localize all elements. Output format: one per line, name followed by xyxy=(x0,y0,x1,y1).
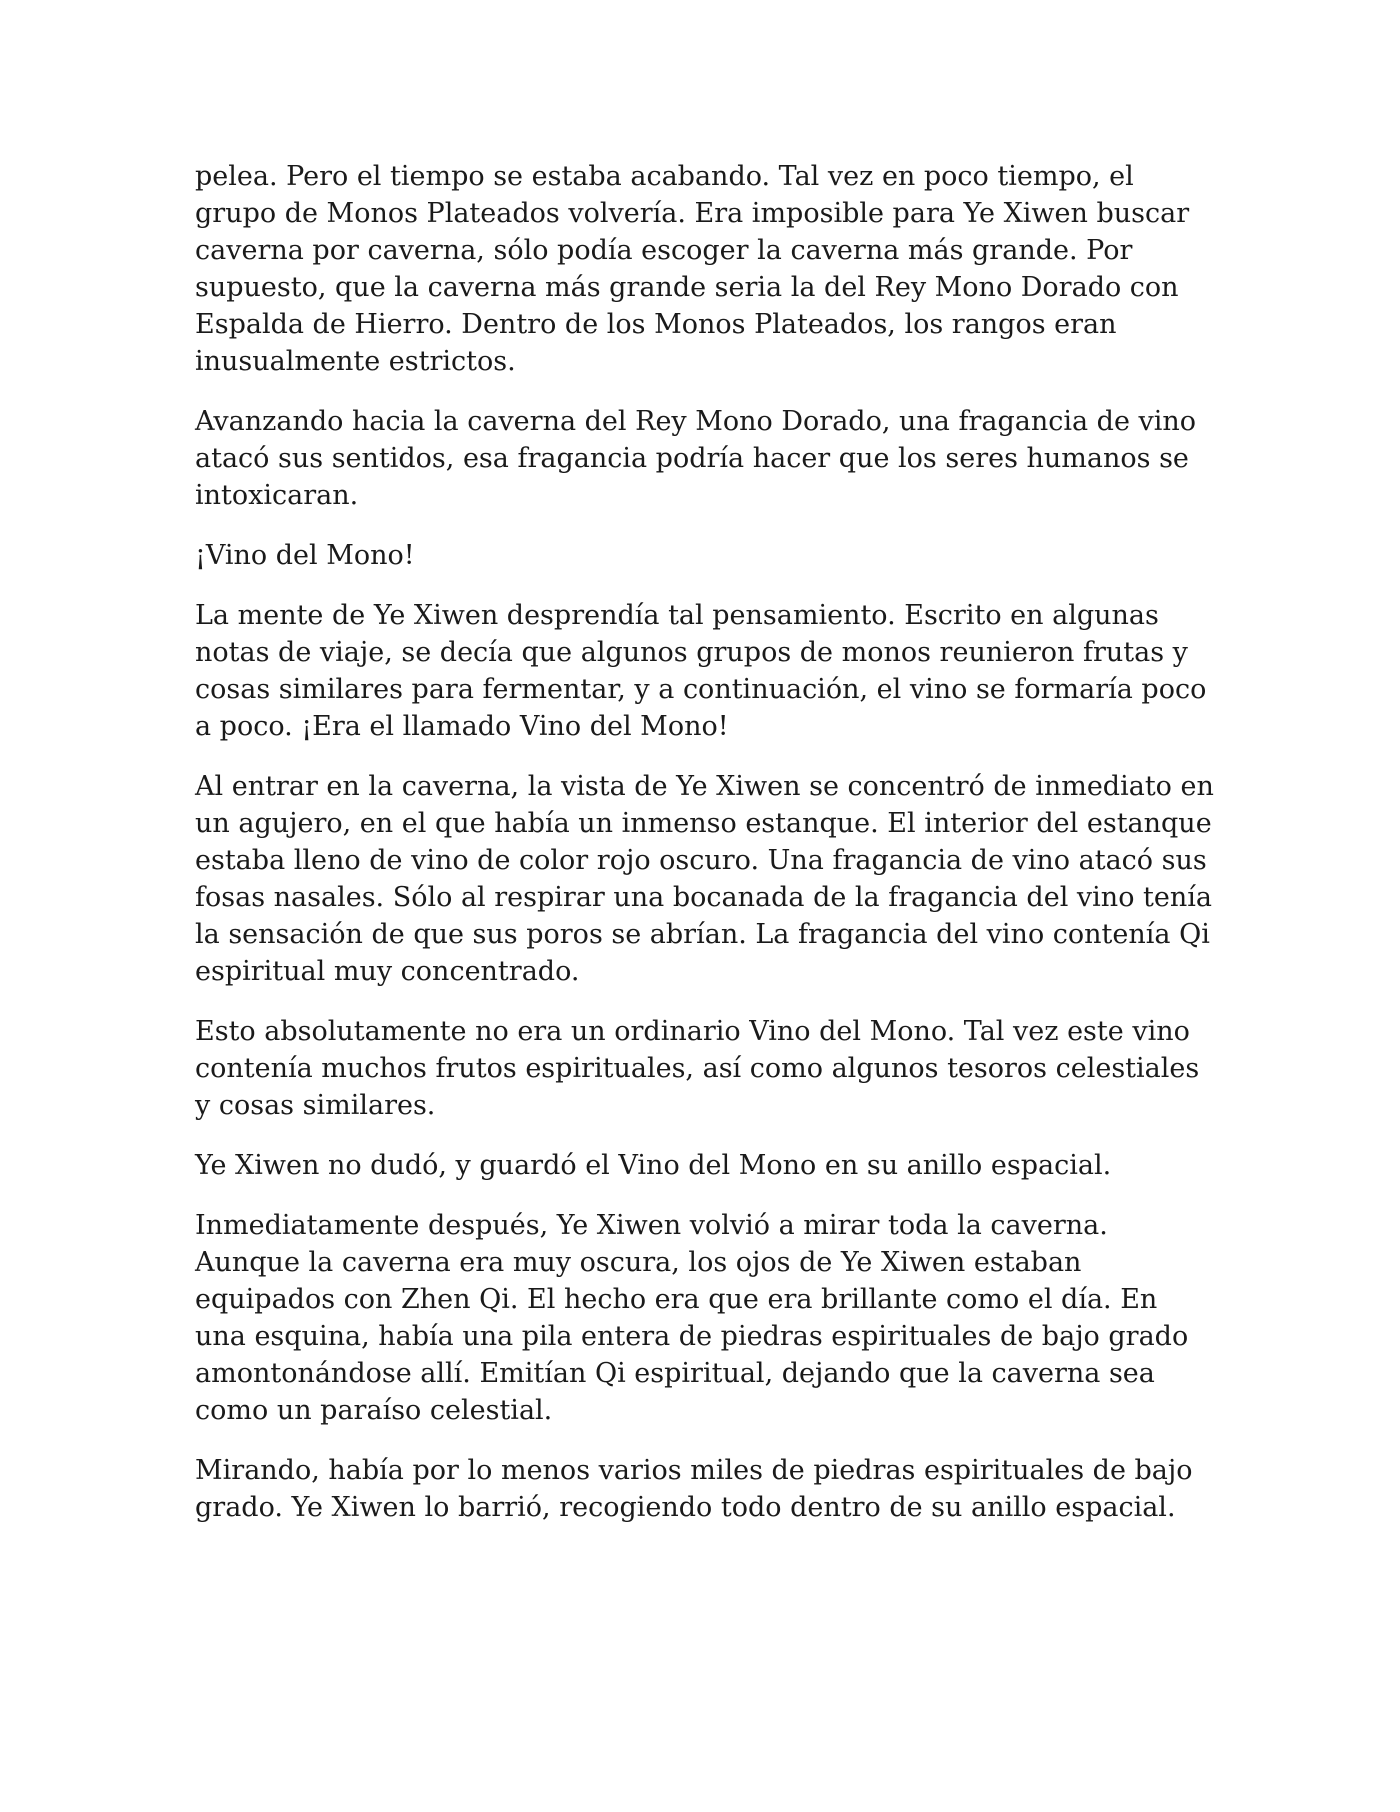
paragraph: Ye Xiwen no dudó, y guardó el Vino del Mono en su anillo espacial. xyxy=(195,1150,1112,1181)
paragraph: La mente de Ye Xiwen desprendía tal pensamiento. Escrito en algunas notas de viaje, se decía que algunos grupos de monos reunieron frutas y cosas similares para fermentar, y a continuación, el vino se formaría poco a poco. ¡Era el llamado Vino del Mono! xyxy=(195,600,1207,742)
paragraph: Al entrar en la caverna, la vista de Ye Xiwen se concentró de inmediato en un agujero, en el que había un inmenso estanque. El interior del estanque estaba lleno de vino de color rojo oscuro. Una fragancia de vino atacó sus fosas nasales. Sólo al respirar una bocanada de la fragancia del vino tenía la sensación de que sus poros se abrían. La fragancia del vino contenía Qi espiritual muy concentrado. xyxy=(195,771,1214,987)
paragraph: Avanzando hacia la caverna del Rey Mono Dorado, una fragancia de vino atacó sus sentidos, esa fragancia podría hacer que los seres humanos se intoxicaran. xyxy=(195,406,1197,511)
paragraph: Mirando, había por lo menos varios miles de piedras espirituales de bajo grado. Ye Xiwen lo barrió, recogiendo todo dentro de su anillo espacial. xyxy=(195,1455,1193,1523)
paragraph: Inmediatamente después, Ye Xiwen volvió a mirar toda la caverna. Aunque la caverna era muy oscura, los ojos de Ye Xiwen estaban equipados con Zhen Qi. El hecho era que era brillante como el día. En una esquina, había una pila entera de piedras espirituales de bajo grado amontonándose allí. Emitían Qi espiritual, dejando que la caverna sea como un paraíso celestial. xyxy=(195,1210,1189,1426)
paragraph: Esto absolutamente no era un ordinario Vino del Mono. Tal vez este vino contenía muchos frutos espirituales, así como algunos tesoros celestiales y cosas similares. xyxy=(195,1016,1200,1121)
paragraph: pelea. Pero el tiempo se estaba acabando. Tal vez en poco tiempo, el grupo de Monos Plateados volvería. Era imposible para Ye Xiwen buscar caverna por caverna, sólo podía escoger la caverna más grande. Por supuesto, que la caverna más grande seria la del Rey Mono Dorado con Espalda de Hierro. Dentro de los Monos Plateados, los rangos eran inusualmente estrictos. xyxy=(195,161,1190,377)
document-text xyxy=(195,158,1215,1549)
paragraph: ¡Vino del Mono! xyxy=(195,540,415,571)
